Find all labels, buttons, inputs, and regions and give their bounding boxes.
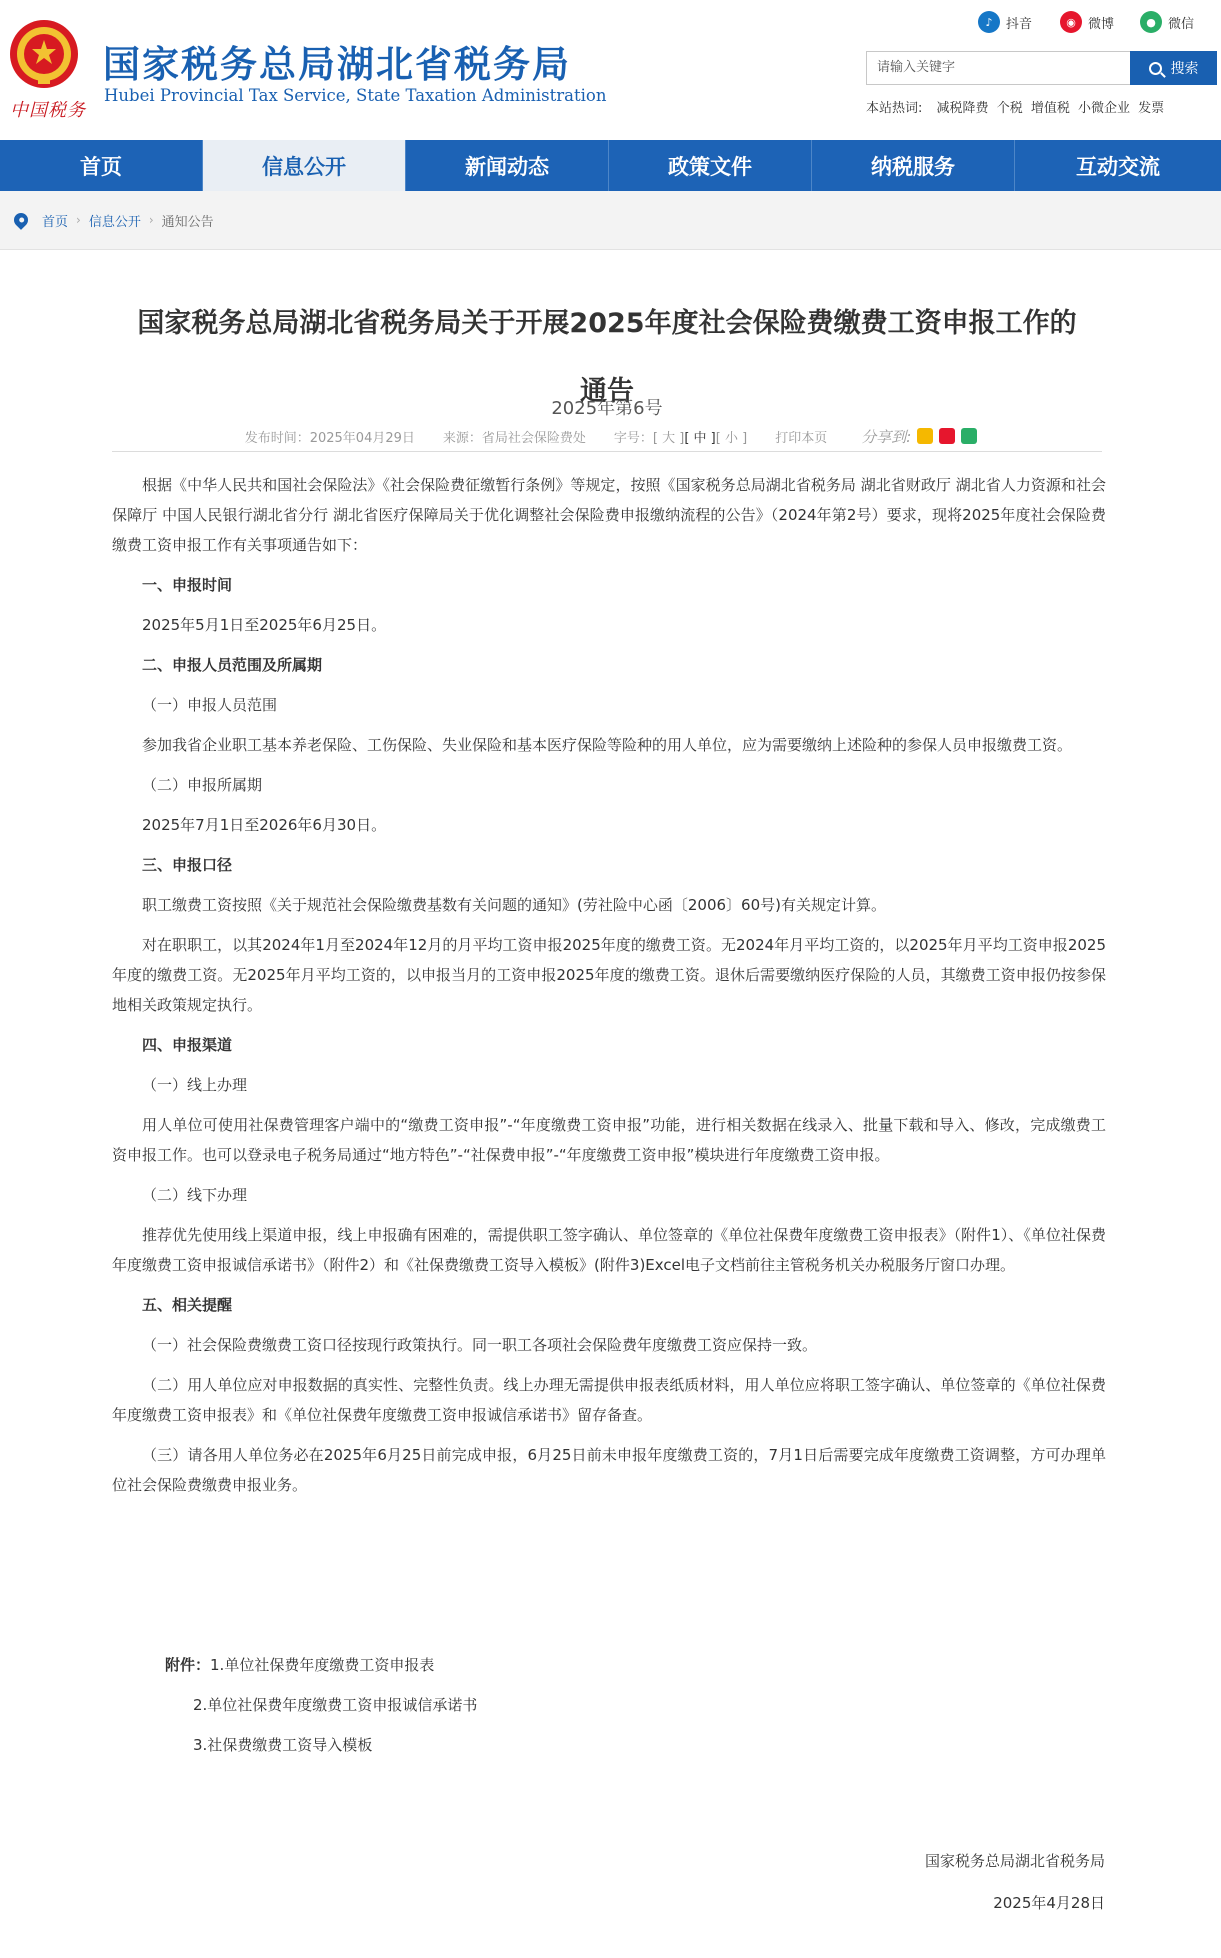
paragraph: （三）请各用人单位务必在2025年6月25日前完成申报，6月25日前未申报年度缴费工资的，7月1日后需要完成年度缴费工资调整，方可办理单位社会保险费缴费申报业务。: [112, 1446, 1106, 1494]
share-label: 分享到:: [861, 427, 912, 446]
douyin-label: 抖音: [1006, 16, 1033, 32]
qzone-share-icon[interactable]: [917, 428, 933, 444]
nav-item-news[interactable]: 新闻动态: [406, 140, 609, 191]
wechat-link[interactable]: [1140, 10, 1194, 34]
paragraph: 根据《中华人民共和国社会保险法》《社会保险费征缴暂行条例》等规定，按照《国家税务总局湖北省税务局 湖北省财政厅 湖北省人力资源和社会保障厅 中国人民银行湖北省分行 湖北省医疗保障局关于优化调整社会保险费申报缴纳流程的公告》（2024年第2号）要求，现将2025年度社会保险费缴费工资申报工作有关事项通告如下：: [112, 476, 1106, 554]
paragraph: （二）用人单位应对申报数据的真实性、完整性负责。线上办理无需提供申报表纸质材料，用人单位应将职工签字确认、单位签章的《单位社保费年度缴费工资申报表》和《单位社保费年度缴费工资申报诚信承诺书》留存备查。: [112, 1376, 1106, 1424]
nav-item-interaction[interactable]: 互动交流: [1076, 154, 1160, 179]
tax-emblem-icon: [8, 18, 80, 90]
main-nav: [0, 140, 1221, 191]
nav-item-policy[interactable]: 政策文件: [609, 140, 812, 191]
breadcrumb-notices[interactable]: 通知公告: [161, 214, 214, 230]
breadcrumb-info-disclosure[interactable]: 信息公开: [88, 214, 141, 230]
paragraph: （二）线下办理: [142, 1186, 248, 1204]
attachments: [165, 1645, 477, 1765]
attachments-label: 附件：: [165, 1656, 211, 1674]
print-button[interactable]: 打印本页: [775, 430, 828, 446]
weibo-icon: ◉: [1060, 11, 1082, 33]
search-icon: [1149, 62, 1162, 75]
douyin-icon: ♪: [978, 11, 1000, 33]
attachment-link[interactable]: 1.单位社保费年度缴费工资申报表: [210, 1656, 435, 1674]
paragraph: （一）社会保险费缴费工资口径按现行政策执行。同一职工各项社会保险费年度缴费工资应保持一致。: [142, 1336, 818, 1354]
hotword-link[interactable]: 发票: [1138, 101, 1165, 116]
font-size-medium-button[interactable]: [ 中 ]: [684, 430, 716, 446]
attachment-link[interactable]: 3.社保费缴费工资导入模板: [193, 1736, 373, 1754]
weibo-link[interactable]: [1060, 10, 1114, 34]
hotword-link[interactable]: 小微企业: [1078, 101, 1131, 116]
paragraph: 参加我省企业职工基本养老保险、工伤保险、失业保险和基本医疗保险等险种的用人单位，应为需要缴纳上述险种的参保人员申报缴费工资。: [142, 736, 1073, 754]
section-heading: 四、申报渠道: [142, 1036, 233, 1054]
section-heading: 三、申报口径: [142, 856, 233, 874]
nav-item-home[interactable]: 首页: [0, 140, 203, 191]
section-heading: 一、申报时间: [142, 576, 233, 594]
hotwords-label: 本站热词:: [866, 101, 923, 116]
site-header: [0, 0, 1221, 140]
article-title-line1: 国家税务总局湖北省税务局关于开展2025年度社会保险费缴费工资申报工作的: [137, 308, 1077, 339]
section-heading: 二、申报人员范围及所属期: [142, 656, 323, 674]
paragraph: 职工缴费工资按照《关于规范社会保险缴费基数有关问题的通知》(劳社险中心函〔2006〕60号)有关规定计算。: [142, 896, 886, 914]
paragraph: （一）线上办理: [142, 1076, 248, 1094]
paragraph: 用人单位可使用社保费管理客户端中的“缴费工资申报”-“年度缴费工资申报”功能，进行相关数据在线录入、批量下载和导入、修改，完成缴费工资申报工作。也可以登录电子税务局通过“地方特色”-“社保费申报”-“年度缴费工资申报”模块进行年度缴费工资申报。: [112, 1116, 1106, 1164]
site-subtitle: Hubei Provincial Tax Service, State Taxation Administration: [104, 86, 607, 105]
font-size-small-button[interactable]: [ 小 ]: [715, 430, 748, 446]
attachment-link[interactable]: 2.单位社保费年度缴费工资申报诚信承诺书: [193, 1696, 478, 1714]
hotword-link[interactable]: 增值税: [1030, 101, 1070, 116]
search-input[interactable]: 请输入关键字: [866, 51, 1130, 85]
douyin-link[interactable]: [978, 10, 1032, 34]
hotword-link[interactable]: 减税降费: [936, 101, 989, 116]
hotwords: [866, 97, 1168, 116]
chevron-right-icon: ›: [76, 213, 81, 227]
signature-org: 国家税务总局湖北省税务局: [924, 1852, 1105, 1870]
divider: [112, 451, 1102, 452]
attachment-line: [165, 1645, 477, 1685]
publish-date: 发布时间：2025年04月29日: [244, 430, 415, 446]
paragraph: 2025年5月1日至2025年6月25日。: [142, 616, 387, 634]
article-body: [112, 470, 1106, 1510]
paragraph: 推荐优先使用线上渠道申报，线上申报确有困难的，需提供职工签字确认、单位签章的《单位社保费年度缴费工资申报表》（附件1）、《单位社保费年度缴费工资申报诚信承诺书》（附件2）和《社保费缴费工资导入模板》(附件3)Excel电子文档前往主管税务机关办税服务厅窗口办理。: [112, 1226, 1106, 1274]
font-size-label: 字号：: [613, 430, 653, 446]
nav-item-tax-service[interactable]: 纳税服务: [812, 140, 1015, 191]
section-heading: 五、相关提醒: [142, 1296, 233, 1314]
font-size-control: [614, 427, 747, 446]
weibo-label: 微博: [1088, 16, 1115, 32]
wechat-share-icon[interactable]: [961, 428, 977, 444]
search-button[interactable]: [1130, 51, 1217, 85]
paragraph: 对在职职工，以其2024年1月至2024年12月的月平均工资申报2025年度的缴费工资。无2024年月平均工资的，以2025年月平均工资申报2025年度的缴费工资。无2025年月平均工资的，以申报当月的工资申报2025年度的缴费工资。退休后需要缴纳医疗保险的人员，其缴费工资申报仍按参保地相关政策规定执行。: [112, 936, 1106, 1014]
location-pin-icon: [11, 210, 31, 230]
font-size-large-button[interactable]: [ 大 ]: [652, 430, 685, 446]
hotword-link[interactable]: 个税: [996, 101, 1023, 116]
logo-script-text: 中国税务: [10, 100, 86, 121]
paragraph: （二）申报所属期: [142, 776, 263, 794]
signature-date: 2025年4月28日: [993, 1894, 1105, 1912]
site-title[interactable]: 国家税务总局湖北省税务局: [103, 43, 571, 86]
wechat-label: 微信: [1168, 16, 1195, 32]
weibo-share-icon[interactable]: [939, 428, 955, 444]
search-button-label: 搜索: [1170, 61, 1199, 77]
paragraph: （一）申报人员范围: [142, 696, 278, 714]
chevron-right-icon: ›: [148, 213, 154, 227]
article-meta: [112, 425, 1102, 447]
doc-number: 2025年第6号: [551, 398, 663, 419]
article-title-line2: 通告: [580, 376, 634, 407]
wechat-icon: ●: [1140, 11, 1162, 33]
paragraph: 2025年7月1日至2026年6月30日。: [142, 816, 387, 834]
breadcrumb-home[interactable]: 首页: [42, 214, 69, 230]
breadcrumb: [0, 191, 1221, 250]
article-source: 来源：省局社会保险费处: [442, 430, 586, 446]
signature: [925, 1840, 1105, 1924]
nav-item-info-disclosure[interactable]: 信息公开: [203, 140, 406, 191]
